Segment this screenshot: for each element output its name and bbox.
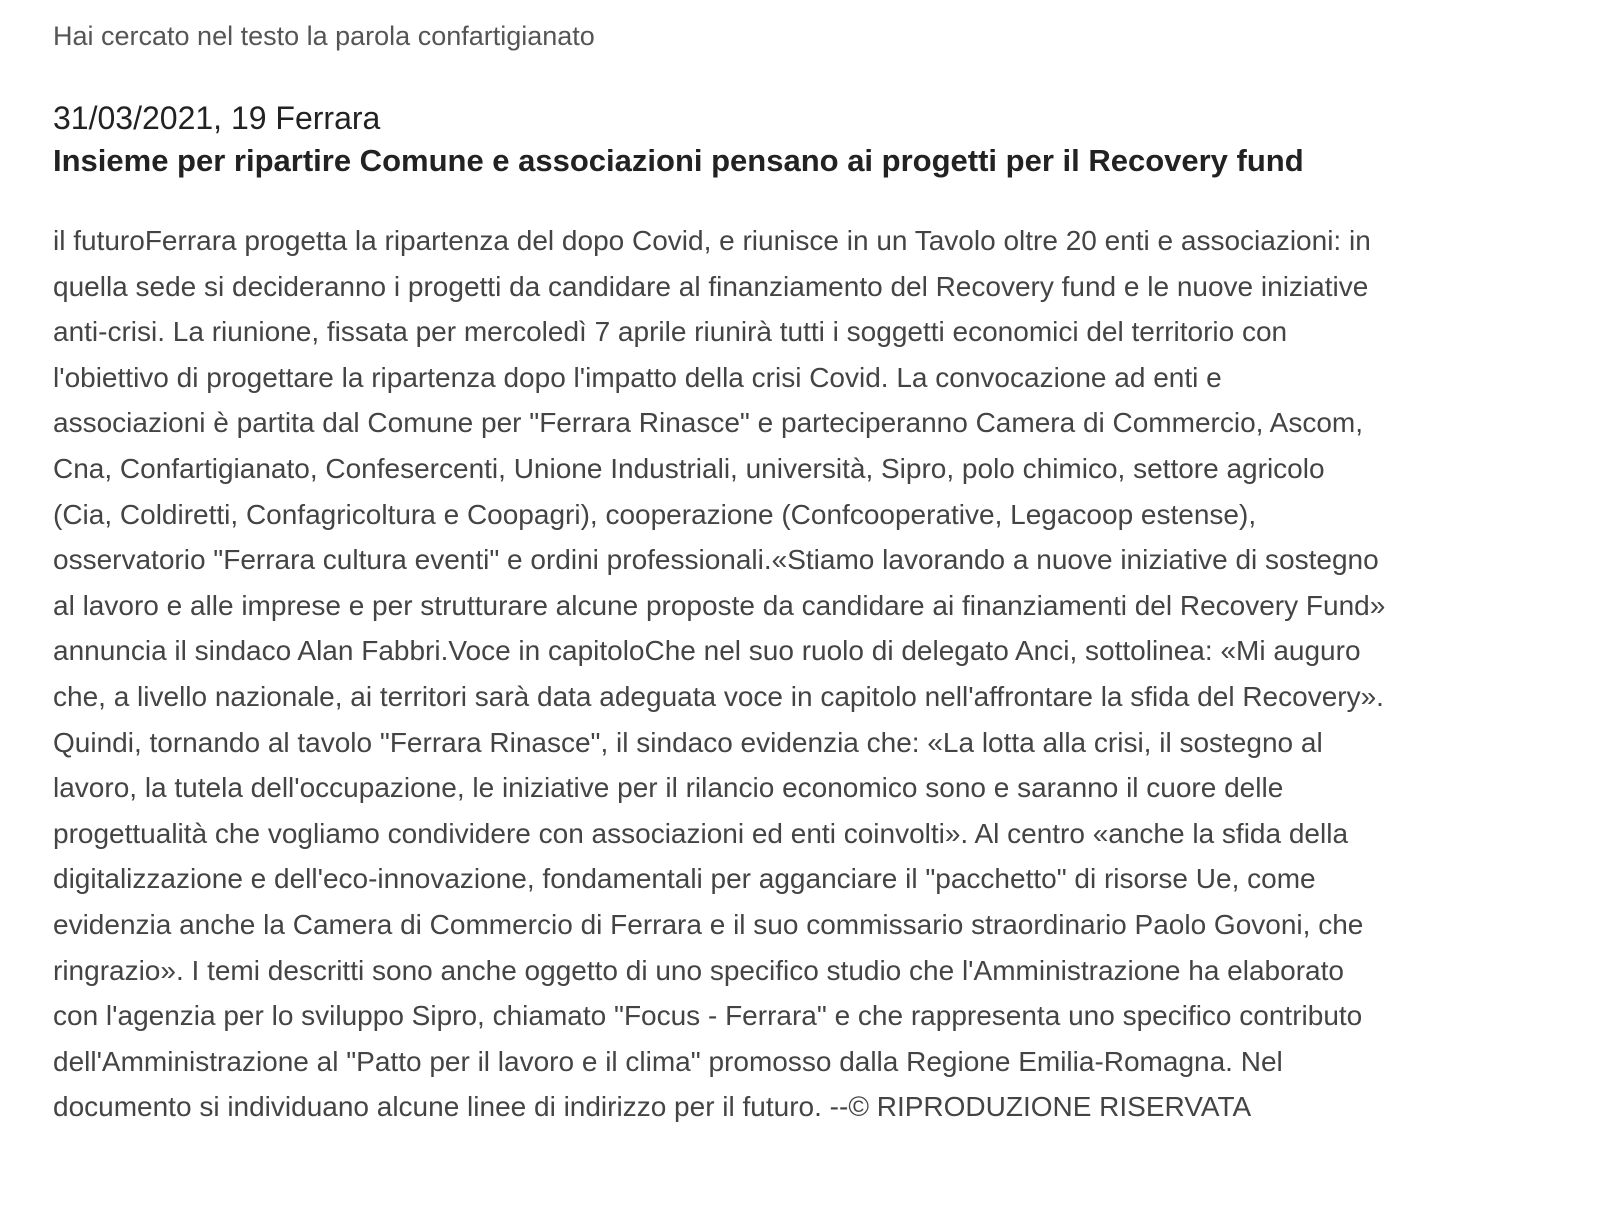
article-body-line: ringrazio». I temi descritti sono anche oggetto di uno specifico studio che l'Amministrazione ha elaborato bbox=[53, 954, 1344, 986]
article-body-line: al lavoro e alle imprese e per strutturare alcune proposte da candidare ai finanziamenti del Recovery Fund» bbox=[53, 589, 1386, 621]
article-body-line: documento si individuano alcune linee di indirizzo per il futuro. --© RIPRODUZIONE RISERVATA bbox=[53, 1091, 1252, 1123]
article-body-line: l'obiettivo di progettare la ripartenza dopo l'impatto della crisi Covid. La convocazione ad enti e bbox=[53, 361, 1222, 393]
article-body-line: progettualità che vogliamo condividere con associazioni ed enti coinvolti». Al centro «anche la sfida della bbox=[53, 817, 1349, 849]
article-title: Insieme per ripartire Comune e associazioni pensano ai progetti per il Recovery fund bbox=[53, 143, 1304, 178]
article-body-line: (Cia, Coldiretti, Confagricoltura e Coopagri), cooperazione (Confcooperative, Legacoop estense), bbox=[53, 498, 1257, 530]
article-body-line: dell'Amministrazione al "Patto per il lavoro e il clima" promosso dalla Regione Emilia-Romagna. Nel bbox=[53, 1045, 1283, 1077]
article-body bbox=[53, 218, 1508, 1130]
article-body-line: evidenzia anche la Camera di Commercio di Ferrara e il suo commissario straordinario Paolo Govoni, che bbox=[53, 908, 1364, 940]
article-body-line: digitalizzazione e dell'eco-innovazione, fondamentali per agganciare il "pacchetto" di risorse Ue, come bbox=[53, 863, 1316, 895]
article-body-line: Quindi, tornando al tavolo "Ferrara Rinasce", il sindaco evidenzia che: «La lotta alla crisi, il sostegno al bbox=[53, 726, 1323, 758]
article-body-line: annuncia il sindaco Alan Fabbri.Voce in capitoloChe nel suo ruolo di delegato Anci, sottolinea: «Mi auguro bbox=[53, 635, 1361, 667]
article-body-line: Cna, Confartigianato, Confesercenti, Unione Industriali, università, Sipro, polo chimico, settore agricolo bbox=[53, 452, 1325, 484]
article-date-source: 31/03/2021, 19 Ferrara bbox=[53, 100, 381, 136]
article-body-line: quella sede si decideranno i progetti da candidare al finanziamento del Recovery fund e le nuove iniziative bbox=[53, 270, 1369, 302]
article-body-line: che, a livello nazionale, ai territori sarà data adeguata voce in capitolo nell'affrontare la sfida del Recovery». bbox=[53, 680, 1384, 712]
article-body-line: lavoro, la tutela dell'occupazione, le iniziative per il rilancio economico sono e saranno il cuore delle bbox=[53, 772, 1284, 804]
article-body-line: il futuroFerrara progetta la ripartenza del dopo Covid, e riunisce in un Tavolo oltre 20 enti e associazioni: in bbox=[53, 225, 1371, 256]
article-body-line: associazioni è partita dal Comune per "Ferrara Rinasce" e parteciperanno Camera di Commercio, Ascom, bbox=[53, 407, 1364, 439]
article-body-line: osservatorio "Ferrara cultura eventi" e ordini professionali.«Stiamo lavorando a nuove iniziative di sostegno bbox=[53, 544, 1379, 576]
article-body-line: con l'agenzia per lo sviluppo Sipro, chiamato "Focus - Ferrara" e che rappresenta uno specifico contributo bbox=[53, 1000, 1363, 1032]
search-query-note: Hai cercato nel testo la parola confartigianato bbox=[53, 21, 595, 51]
article-body-line: anti-crisi. La riunione, fissata per mercoledì 7 aprile riunirà tutti i soggetti economici del territorio con bbox=[53, 316, 1288, 348]
